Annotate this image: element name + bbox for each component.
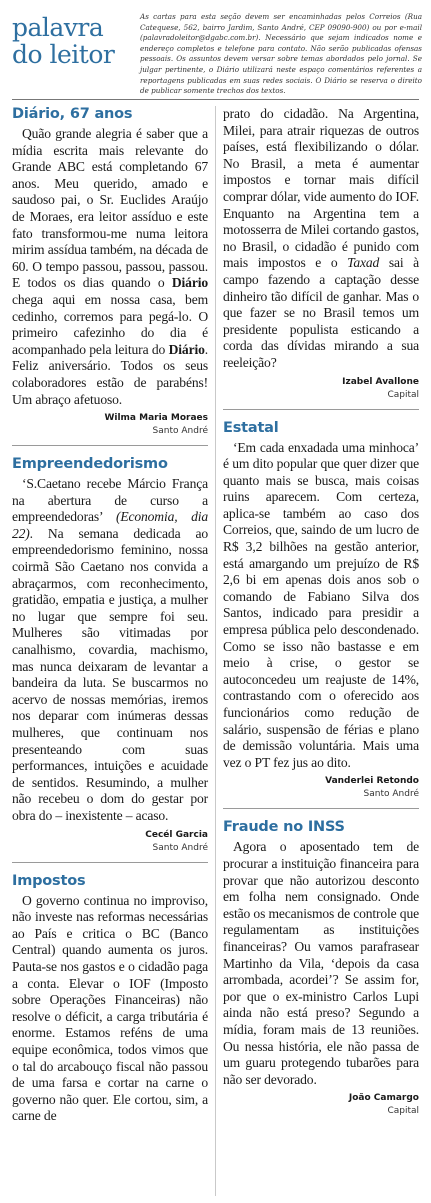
- letter-divider: [223, 808, 419, 809]
- letter-impostos-continued: [223, 106, 419, 401]
- letter-text-bold: Diário: [171, 275, 208, 291]
- letter-city: Santo André: [152, 842, 208, 853]
- section-title: [12, 14, 134, 68]
- letter-empreendedorismo: [12, 456, 208, 853]
- letter-text: . Feliz aniversário. Todos os seus colaboradores estão de parabéns! Um abraço afetuoso.: [12, 341, 208, 407]
- letter-city: Capital: [387, 1106, 419, 1117]
- section-title-line-1: palavra: [12, 13, 104, 42]
- header-divider: [12, 99, 419, 100]
- letter-body: [12, 126, 208, 408]
- letter-city: Capital: [387, 389, 419, 400]
- letter-city: Santo André: [152, 426, 208, 437]
- letter-author: Cecél Garcia: [145, 829, 208, 840]
- letter-estatal: [223, 420, 419, 801]
- letter-text: Quão grande alegria é saber que a mídia escrita mais relevante do Grande ABC está completando 67 anos. Meu querido, amado e saudoso pai, o Sr. Euclides Araújo de Moraes, era leitor assíduo e este fato transformou-me numa leitora mirim assídua também, na década de 60. O tempo passou, passou, passou. E todos os dias quando o: [12, 126, 208, 291]
- letter-text-bold: Diário: [168, 341, 205, 357]
- section-intro: As cartas para esta seção devem ser encaminhadas pelos Correios (Rua Catequese, 562, bairro Jardim, Santo André, CEP 09090-900) ou por e-mail (palavradoleitor@dgabc.com.br). Necessário que sejam indicados nome e endereço completos e telefone para contato. Não serão publicadas ofensas pessoais. Os assuntos devem versar sobre temas abordados pelo jornal. Se julgar pertinente, o Diário utilizará neste espaço comentários referentes a reportagens publicadas em suas redes sociais. O Diário se reserva o direito de publicar somente trechos dos textos.: [140, 12, 422, 96]
- letter-city: Santo André: [363, 789, 419, 800]
- letter-text-italic: Taxad: [347, 255, 380, 271]
- letter-title: Diário, 67 anos: [12, 106, 133, 122]
- letter-title: Empreendedorismo: [12, 456, 168, 473]
- letter-title: Fraude no INSS: [223, 819, 345, 836]
- letter-text: . Na semana dedicada ao empreendedorismo feminino, nossa coirmã São Caetano nos convida a abraçarmos, com reconhecimento, gratidão, empatia e justiça, a mulher no lugar que sempre foi seu. Mulheres são vitimadas por canalhismo, covardia, machismo, mas nunca deixaram de levantar a bandeira da luta. Se buscarmos no acervo de nossas memórias, iremos nos deparar com inúmeras dessas mulheres, que continuam nos presenteando com suas performances, intuições e acuidade de sentidos. Resumindo, a mulher não recebeu o dom do gestar por obra do – inexistente – acaso.: [12, 525, 208, 823]
- letter-fraude-no-inss: [223, 819, 419, 1117]
- letter-divider: [12, 445, 208, 446]
- letter-body: O governo continua no improviso, não investe nas reformas necessárias ao País e critica o BC (Banco Central) quando aumenta os juros. Pauta-se nos gastos e o cidadão paga a conta. Elevar o IOF (Imposto sobre Operações Financeiras) não resolve o déficit, a carga tributária é enorme. Estamos reféns de uma equipe econômica, todos vimos que o tal do arcabouço fiscal não passou de uma farsa e cortar na carne o governo não quer. Ele cortou, sim, a carne de: [12, 892, 208, 1124]
- letter-body: [12, 476, 208, 824]
- section-header: [12, 12, 422, 96]
- left-column: [12, 106, 208, 1198]
- letter-text: ‘S.Caetano recebe Márcio França na abertura de curso a empreendedoras’: [12, 476, 208, 525]
- letter-divider: [223, 409, 419, 410]
- letter-impostos: [12, 873, 208, 1125]
- letter-author: Izabel Avallone: [342, 376, 419, 387]
- letter-diario-67-anos: [12, 106, 208, 437]
- letter-text: sai à campo fazendo a captação desse dinheiro tão difícil de ganhar. Mas o que fazer se no Brasil temos um presidente populista esticando a corda das dívidas mirando a sua reeleição?: [223, 255, 420, 370]
- letter-author: Vanderlei Retondo: [325, 776, 419, 787]
- letter-body: ‘Em cada enxadada uma minhoca’ é um dito popular que quer dizer que quanto mais se busca, mais coisas ruins aparecem. Com certeza, aplica-se também ao caso dos Correios, que, saindo de um lucro de R$ 3,2 bilhões na gestão anterior, está amargando um prejuízo de R$ 2,6 bi em apenas dois anos sob o comando de Fabiano Silva dos Santos, indicado para presidir a empresa pública pelo descondenado. Como se isso não bastasse e em meio à crise, o gestor se autoconcedeu um reajuste de 14%, contrastando com o oferecido aos funcionários como redução de salário, suspensão de férias e plano de demissão voluntária. Mais uma vez o PT fez jus ao dito.: [223, 439, 419, 770]
- letter-divider: [12, 862, 208, 863]
- right-column: [223, 106, 419, 1198]
- letter-text: prato do cidadão. Na Argentina, Milei, para atrair riquezas de outros países, está flexibilizando o dólar. No Brasil, a meta é aumentar impostos e tornar mais difícil comprar dólar, vide aumento do IOF. Enquanto na Argentina tem a motosserra de Milei cortando gastos, no Brasil, o cidadão é punido com mais impostos e o: [223, 106, 419, 271]
- letter-text-italic: (Economia, dia 22): [12, 509, 208, 541]
- letter-title: Impostos: [12, 872, 86, 889]
- column-divider: [215, 106, 216, 1196]
- letter-body: [223, 106, 419, 372]
- letter-author: Wilma Maria Moraes: [104, 413, 208, 424]
- letter-author: João Camargo: [348, 1093, 419, 1104]
- letter-text: chega aqui em nossa casa, bem cedinho, corremos para pegá-lo. O primeiro cafezinho do dia é acompanhado pela leitura do: [12, 291, 208, 357]
- letter-body: Agora o aposentado tem de procurar a instituição financeira para provar que não autorizou desconto em folha nem consignado. Onde estão os mecanismos de controle que regulamentam as instituições financeiras? Ou vamos parafrasear Martinho da Vila, ‘depois da casa arrombada, acordei’? Se assim for, por que o ex-ministro Carlos Lupi ainda não está preso? Segundo a mídia, foram mais de 13 reuniões. Ou nessa história, ele não passa de um guaru protegendo tubarões para não ser devorado.: [223, 839, 419, 1087]
- section-title-line-2: do leitor: [12, 40, 115, 69]
- letter-title: Estatal: [223, 419, 279, 436]
